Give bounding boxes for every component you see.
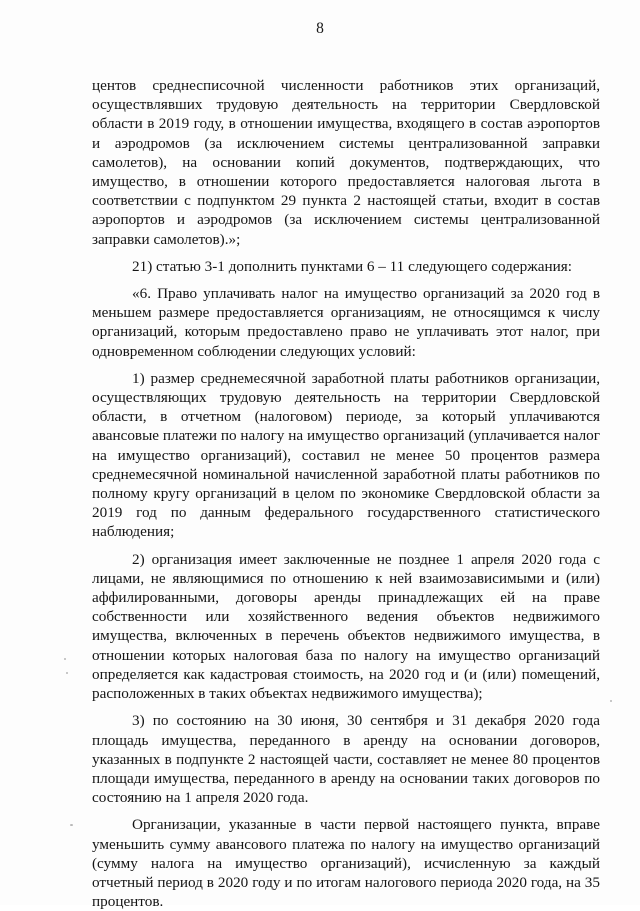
scan-speck — [610, 700, 612, 702]
paragraph-point-6: «6. Право уплачивать налог на имущество организаций за 2020 год в меньшем размере предоставляется организациям, не относящимся к числу организаций, которым предоставлено право не уплачивать этот налог, при одновременном соблюдении следующих условий: — [92, 285, 600, 360]
paragraph-condition-3: 3) по состоянию на 30 июня, 30 сентября и 31 декабря 2020 года площадь имущества, переданного в аренду на основании договоров, указанных в подпункте 2 настоящей части, составляет не менее 80 процентов площади имущества, переданного в аренду на основании таких договоров по состоянию на 1 апреля 2020 года. — [92, 712, 600, 807]
document-body — [92, 76, 600, 911]
paragraph-organizations: Организации, указанные в части первой настоящего пункта, вправе уменьшить сумму авансового платежа по налогу на имущество организаций (сумму налога на имущество организаций), исчисленную за каждый отчетный период в 2020 году и по итогам налогового периода 2020 года, на 35 процентов. — [92, 816, 600, 911]
paragraph-continuation: центов среднесписочной численности работников этих организаций, осуществлявших трудовую деятельность на территории Свердловской области в 2019 году, в отношении имущества, входящего в состав аэропортов и аэродромов (за исключением системы централизованной заправки самолетов), на основании копий документов, подтверждающих, что имущество, в отношении которого предоставляется налоговая льгота в соответствии с подпунктом 29 пункта 2 настоящей статьи, входит в состав аэропортов и аэродромов (за исключением системы централизованной заправки самолетов).»; — [92, 77, 600, 248]
paragraph-item-21: 21) статью 3-1 дополнить пунктами 6 – 11 следующего содержания: — [132, 257, 572, 275]
scan-speck — [64, 658, 66, 660]
scan-speck — [66, 672, 68, 674]
paragraph-condition-2: 2) организация имеет заключенные не позднее 1 апреля 2020 года с лицами, не являющимися по отношению к ней взаимозависимыми и (или) аффилированными, договоры аренды принадлежащих ей на праве собственности или хозяйственного ведения объектов недвижимого имущества, включенных в перечень объектов недвижимого имущества, в отношении которых налоговая база по налогу на имущество организаций определяется как кадастровая стоимость, на 2020 год и (и (или) помещений, расположенных в таких объектах недвижимого имущества); — [92, 550, 600, 703]
page-number: 8 — [316, 20, 324, 37]
paragraph-condition-1: 1) размер среднемесячной заработной платы работников организации, осуществляющих трудовую деятельность на территории Свердловской области, в отчетном (налоговом) периоде, за который уплачиваются авансовые платежи по налогу на имущество организаций (уплачивается налог на имущество организаций), составил не менее 50 процентов размера среднемесячной номинальной начисленной заработной платы работников по полному кругу организаций в целом по экономике Свердловской области за 2019 год по данным федерального государственного статистического наблюдения; — [92, 369, 600, 541]
scan-speck — [70, 824, 73, 826]
